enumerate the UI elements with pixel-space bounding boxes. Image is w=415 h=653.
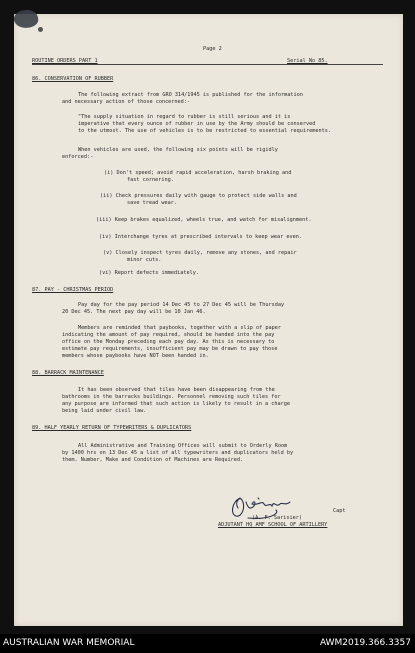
s86-item-ii: (ii) Check pressures daily with gauge to protect side walls and <box>100 193 297 199</box>
s86-item-i: (i) Don't speed; avoid rapid acceleration, harsh braking and <box>104 170 292 176</box>
s87-p1-line2: 20 Dec 45. The next pay day will be 10 Jan 46. <box>62 309 206 315</box>
s89-p1-line1: All Administrative and Training Offices will submit to Orderly Room <box>78 443 288 449</box>
s86-p1-line2: and necessary action of those concerned:- <box>62 99 191 105</box>
s87-p2-line4: estimate pay requirements, insufficient pay may be drawn to pay those <box>62 346 278 352</box>
document-page <box>14 14 403 626</box>
ink-spot <box>38 27 43 32</box>
accession-number: AWM2019.366.3357 <box>319 638 411 648</box>
s86-quote-line1: "The supply situation in regard to rubber is still serious and it is <box>78 114 291 120</box>
s86-quote-line3: to the utmost. The use of vehicles is to be restricted to essential requirements. <box>78 128 331 134</box>
section-87-heading: 87. PAY - CHRISTMAS PERIOD <box>32 287 114 293</box>
s87-p2-line5: members whose paybooks have NOT been handed in. <box>62 353 209 359</box>
orders-title: ROUTINE ORDERS PART 1 <box>32 58 98 64</box>
section-86-heading: 86. CONSERVATION OF RUBBER <box>32 76 114 82</box>
s89-p1-line2: by 1400 hrs on 13 Dec 45 a list of all typewriters and duplicators held by <box>62 450 294 456</box>
s86-item-iv: (iv) Interchange tyres at prescribed intervals to keep wear even. <box>99 234 303 240</box>
s86-item-iii: (iii) Keep brakes equalized, wheels true, and watch for misalignment. <box>96 217 312 223</box>
serial-number: Serial No 85. <box>287 58 328 64</box>
signatory-title: ADJUTANT HQ AMF SCHOOL OF ARTILLERY <box>218 522 328 528</box>
section-89-heading: 89. HALF YEARLY RETURN OF TYPEWRITERS & DUPLICATORS <box>32 425 192 431</box>
s86-p2-line1: When vehicles are used, the following six points will be rigidly <box>78 147 278 153</box>
section-88-heading: 88. BARRACK MAINTENANCE <box>32 370 104 376</box>
s88-p1-line2: bathrooms in the barracks buildings. Personnel removing such tiles for <box>62 394 281 400</box>
page-number: Page 2 <box>203 46 222 52</box>
s87-p2-line3: office on the Monday preceding each pay day. As this is necessary to <box>62 339 275 345</box>
s86-item-v: (v) Closely inspect tyres daily, remove any stones, and repair <box>103 250 297 256</box>
signatory-name: (A. F. Sarisier) <box>252 515 302 521</box>
s86-p1-line1: The following extract from GRO 314/1945 is published for the information <box>78 92 303 98</box>
institution-name: AUSTRALIAN WAR MEMORIAL <box>3 638 135 648</box>
s87-p1-line1: Pay day for the pay period 14 Dec 45 to 27 Dec 45 will be Thursday <box>78 302 285 308</box>
s86-item-i-cont: fast cornering. <box>127 177 174 183</box>
s88-p1-line3: any purpose are informed that such action is likely to result in a charge <box>62 401 290 407</box>
s88-p1-line4: being laid under civil law. <box>62 408 147 414</box>
signatory-rank: Capt <box>333 508 346 514</box>
s86-p2-line2: enforced:- <box>62 154 94 160</box>
s87-p2-line2: indicating the amount of pay required, should be handed into the pay <box>62 332 275 338</box>
s88-p1-line1: It has been observed that tiles have been disappearing from the <box>78 387 275 393</box>
s87-p2-line1: Members are reminded that paybooks, together with a slip of paper <box>78 325 282 331</box>
s86-item-ii-cont: save tread wear. <box>127 200 177 206</box>
s89-p1-line3: them. Number, Make and Condition of Machines are Required. <box>62 457 244 463</box>
s86-quote-line2: imperative that every ounce of rubber in use by the Army should be conserved <box>78 121 316 127</box>
header-rule <box>32 64 383 65</box>
footer-bar <box>0 634 415 653</box>
s86-item-v-cont: minor cuts. <box>127 257 162 263</box>
s86-item-vi: (vi) Report defects immediately. <box>99 270 199 276</box>
